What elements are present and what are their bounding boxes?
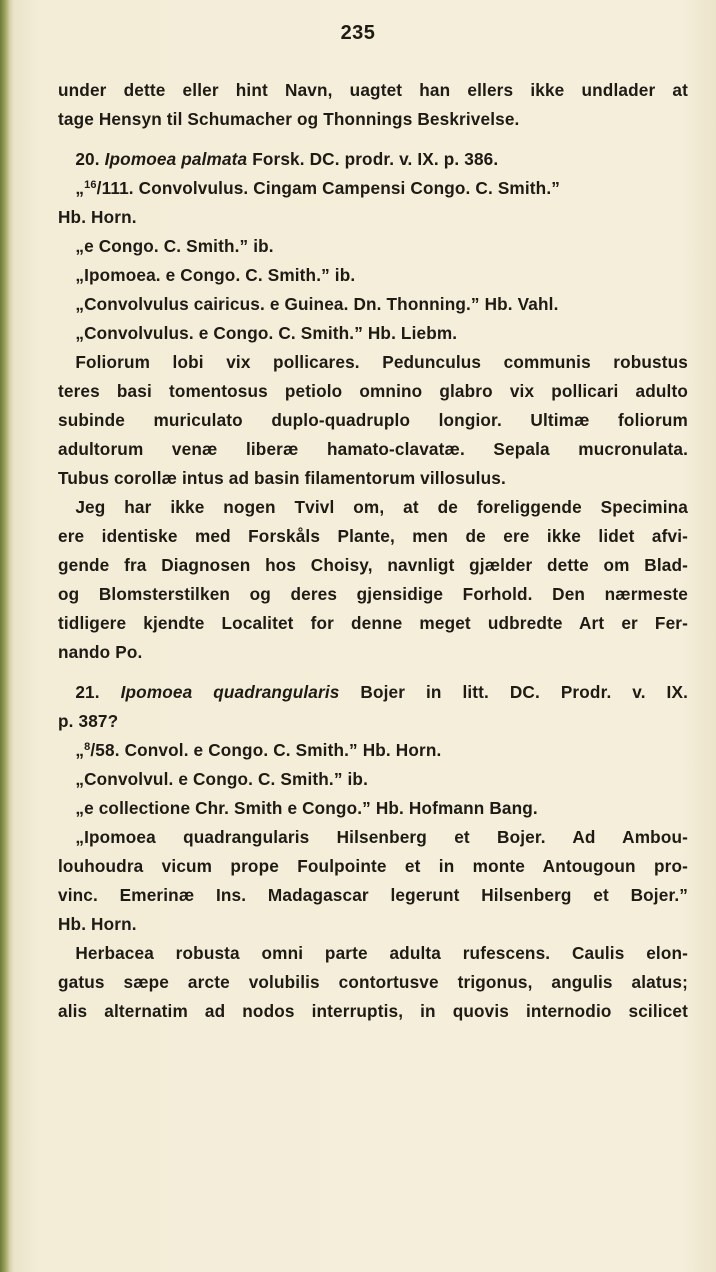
text-run: teres basi tomentosus petiolo omnino glabro vix pollicari adulto <box>58 381 688 401</box>
text-run: nando Po. <box>58 642 143 662</box>
text-line <box>58 823 688 852</box>
text-line <box>58 232 688 261</box>
text-line <box>58 939 688 968</box>
text-run: tage Hensyn til Schumacher og Thonnings Beskrivelse. <box>58 109 520 129</box>
text-run: under dette eller hint Navn, uagtet han ellers ikke undlader at <box>58 80 688 100</box>
text-run: tidligere kjendte Localitet for denne meget udbredte Art er Fer- <box>58 613 688 633</box>
text-line <box>58 493 688 522</box>
text-run: „ <box>58 740 85 760</box>
text-line <box>58 794 688 823</box>
text-run: Hb. Horn. <box>58 207 137 227</box>
species-name: Ipomoea quadrangularis <box>120 682 340 702</box>
text-line <box>58 435 688 464</box>
text-line <box>58 707 688 736</box>
text-run: „Ipomoea. e Congo. C. Smith.” ib. <box>58 265 356 285</box>
text-run: subinde muriculato duplo-quadruplo longior. Ultimæ foliorum <box>58 410 688 430</box>
text-line <box>58 290 688 319</box>
text-run: alis alternatim ad nodos interruptis, in quovis internodio scilicet <box>58 1001 688 1021</box>
text-line <box>58 736 688 765</box>
text-run: „e collectione Chr. Smith e Congo.” Hb. Hofmann Bang. <box>58 798 538 818</box>
text-line <box>58 968 688 997</box>
text-line <box>58 765 688 794</box>
text-run: Hb. Horn. <box>58 914 137 934</box>
text-run: „ <box>58 178 85 198</box>
text-run: vinc. Emerinæ Ins. Madagascar legerunt Hilsenberg et Bojer.” <box>58 885 688 905</box>
text-run: Foliorum lobi vix pollicares. Pedunculus communis robustus <box>58 352 688 372</box>
text-line <box>58 997 688 1026</box>
text-run: og Blomsterstilken og deres gjensidige Forhold. Den nærmeste <box>58 584 688 604</box>
text-body <box>58 76 688 1026</box>
text-line <box>58 609 688 638</box>
superscript: 16 <box>84 179 97 191</box>
text-line <box>58 580 688 609</box>
text-run: /58. Convol. e Congo. C. Smith.” Hb. Horn. <box>90 740 442 760</box>
text-line <box>58 638 688 667</box>
text-run: gende fra Diagnosen hos Choisy, navnligt gjælder dette om Blad- <box>58 555 688 575</box>
text-line <box>58 551 688 580</box>
text-run: Bojer in litt. DC. Prodr. v. IX. <box>339 682 688 702</box>
text-run: 20. <box>58 149 105 169</box>
text-run: Forsk. DC. prodr. v. IX. p. 386. <box>247 149 499 169</box>
text-line <box>58 105 688 134</box>
text-run: „Ipomoea quadrangularis Hilsenberg et Bojer. Ad Ambou- <box>58 827 688 847</box>
text-line <box>58 852 688 881</box>
text-run: ere identiske med Forskåls Plante, men de ere ikke lidet afvi- <box>58 526 688 546</box>
text-run: /111. Convolvulus. Cingam Campensi Congo. C. Smith.” <box>96 178 560 198</box>
text-run: 21. <box>58 682 121 702</box>
text-line <box>58 76 688 105</box>
text-line <box>58 881 688 910</box>
superscript: 8 <box>84 741 91 753</box>
text-run: gatus sæpe arcte volubilis contortusve trigonus, angulis alatus; <box>58 972 688 992</box>
text-line <box>58 406 688 435</box>
text-run: p. 387? <box>58 711 119 731</box>
text-line <box>58 678 688 707</box>
text-run: „Convolvulus. e Congo. C. Smith.” Hb. Liebm. <box>58 323 458 343</box>
text-run: „Convolvul. e Congo. C. Smith.” ib. <box>58 769 368 789</box>
text-line <box>58 145 688 174</box>
text-line <box>58 203 688 232</box>
text-line <box>58 319 688 348</box>
text-line <box>58 261 688 290</box>
text-run: „Convolvulus cairicus. e Guinea. Dn. Thonning.” Hb. Vahl. <box>58 294 559 314</box>
text-run: Tubus corollæ intus ad basin filamentorum villosulus. <box>58 468 506 488</box>
text-line <box>58 910 688 939</box>
text-line <box>58 174 688 203</box>
page-number: 235 <box>340 22 376 44</box>
text-run: Jeg har ikke nogen Tvivl om, at de foreliggende Specimina <box>58 497 688 517</box>
text-line <box>58 377 688 406</box>
text-run: adultorum venæ liberæ hamato-clavatæ. Sepala mucronulata. <box>58 439 688 459</box>
text-run: Herbacea robusta omni parte adulta rufescens. Caulis elon- <box>58 943 688 963</box>
text-line <box>58 522 688 551</box>
text-line <box>58 348 688 377</box>
species-name: Ipomoea palmata <box>104 149 248 169</box>
page-spine-edge <box>0 0 14 1272</box>
text-run: louhoudra vicum prope Foulpointe et in monte Antougoun pro- <box>58 856 688 876</box>
text-run: „e Congo. C. Smith.” ib. <box>58 236 274 256</box>
text-line <box>58 464 688 493</box>
